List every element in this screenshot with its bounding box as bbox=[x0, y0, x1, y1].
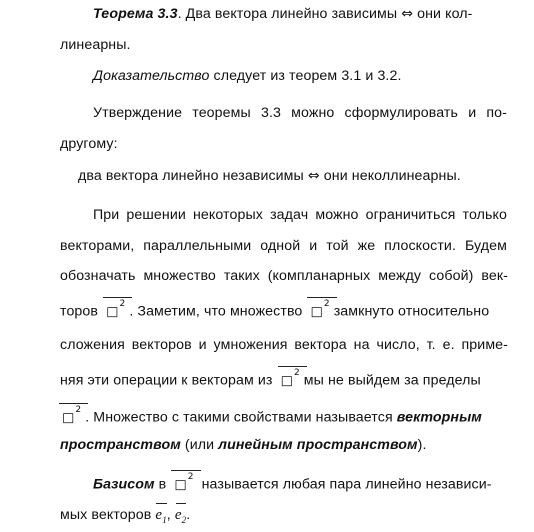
vector-space-symbol: □$^2$ bbox=[278, 368, 303, 390]
vector-space-symbol: □$^2$ bbox=[307, 299, 332, 321]
line-13: □$^2$ . Множество с такими свойствами называется векторным bbox=[0, 405, 534, 429]
line-12: няя эти операции к векторам из □$^2$ мы не выйдем за пределы bbox=[60, 368, 481, 389]
line-1: Теорема 3.3. Два вектора линейно зависимы ⇔ они кол- bbox=[93, 6, 473, 22]
vector-space-symbol: □$^2$ bbox=[59, 405, 84, 427]
line-5: другому: bbox=[60, 136, 118, 152]
line-2: линеарны. bbox=[60, 37, 131, 53]
term-vector-space: векторным bbox=[396, 409, 482, 426]
vector-e2: $e_2$ bbox=[175, 503, 186, 532]
line-7: При решении некоторых задач можно ограничиться только bbox=[93, 207, 507, 223]
term-space: пространством bbox=[60, 437, 181, 453]
proof-label: Доказательство bbox=[93, 68, 210, 84]
line-9: обозначать множество таких (компланарных между собой) век- bbox=[60, 268, 508, 284]
line-10: торов □$^2$ . Заметим, что множество □$^2$ замкнуто относительно bbox=[60, 299, 490, 320]
line-15: Базисом в □$^2$ называется любая пара линейно независи- bbox=[93, 472, 492, 493]
line-16: мых векторов $e_1$, $e_2$. bbox=[0, 503, 534, 527]
term-basis: Базисом bbox=[93, 476, 155, 493]
line-8: векторами, параллельными одной и той же плоскости. Будем bbox=[60, 238, 507, 254]
line-4: Утверждение теоремы 3.3 можно сформулировать и по- bbox=[93, 105, 507, 121]
equivalence-arrow: ⇔ bbox=[401, 6, 414, 22]
term-linear-space: линейным пространством bbox=[218, 437, 418, 453]
vector-e1: $e_1$ bbox=[155, 503, 166, 532]
vector-space-symbol: □$^2$ bbox=[103, 299, 128, 321]
theorem-label: Теорема 3.3 bbox=[93, 6, 178, 22]
vector-space-symbol: □$^2$ bbox=[171, 472, 196, 494]
line-11: сложения векторов и умножения вектора на число, т. е. приме- bbox=[60, 337, 508, 353]
line-14: пространством (или линейным пространством). bbox=[60, 437, 427, 453]
line-3: Доказательство следует из теорем 3.1 и 3.2. bbox=[93, 68, 402, 84]
line-6: два вектора линейно независимы ⇔ они неколлинеарны. bbox=[78, 168, 461, 184]
equivalence-arrow: ⇔ bbox=[307, 168, 320, 184]
